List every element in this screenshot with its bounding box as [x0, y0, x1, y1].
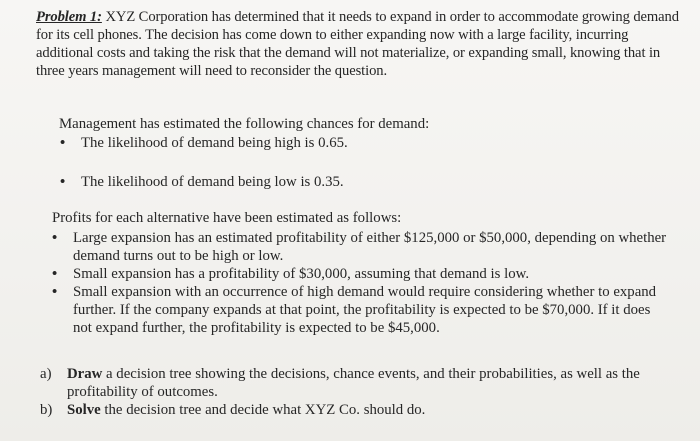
task-list [40, 365, 660, 419]
demand-list-high [60, 134, 660, 152]
list-item [52, 265, 667, 283]
profits-list [52, 229, 667, 337]
task-verb: Draw [67, 366, 103, 382]
task-marker: b) [40, 402, 53, 418]
profit-small-high-text: Small expansion with an occurrence of high demand would require considering whether to expand further. If the company expands at that point, the profitability is expected to be $70,000. If it does not expand further, the profitability is expected to be $45,000. [73, 284, 657, 336]
problem-statement [36, 8, 684, 80]
task-text: a decision tree showing the decisions, chance events, and their probabilities, as well as the profitability of outcomes. [67, 366, 640, 400]
demand-intro: Management has estimated the following chances for demand: [59, 116, 430, 132]
task-marker: a) [40, 366, 52, 382]
task-item-b [40, 401, 660, 419]
bullet-icon: • [52, 284, 58, 300]
bullet-icon: • [52, 230, 58, 246]
profit-small-low-text: Small expansion has a profitability of $30,000, assuming that demand is low. [73, 266, 530, 282]
profit-large-text: Large expansion has an estimated profitability of either $125,000 or $50,000, depending on whether demand turns out to be high or low. [73, 230, 667, 264]
task-item-a [40, 365, 660, 401]
problem-label: Problem 1: [36, 9, 102, 25]
demand-list-low [60, 173, 660, 191]
list-item [60, 134, 660, 152]
list-item [52, 229, 667, 265]
profits-intro: Profits for each alternative have been estimated as follows: [52, 210, 402, 226]
demand-low-text: The likelihood of demand being low is 0.35. [81, 174, 344, 190]
problem-text: XYZ Corporation has determined that it needs to expand in order to accommodate growing demand for its cell phones. The decision has come down to either expanding now with a large facility, incurring additional costs and taking the risk that the demand will not materialize, or expanding small, knowing that in three years management will need to reconsider the question. [36, 9, 679, 79]
bullet-icon: • [60, 174, 66, 190]
task-text: the decision tree and decide what XYZ Co. should do. [100, 402, 426, 418]
bullet-icon: • [52, 266, 58, 282]
bullet-icon: • [60, 135, 66, 151]
demand-high-text: The likelihood of demand being high is 0.65. [81, 135, 348, 151]
list-item [52, 283, 667, 337]
task-verb: Solve [67, 402, 101, 418]
list-item [60, 173, 660, 191]
